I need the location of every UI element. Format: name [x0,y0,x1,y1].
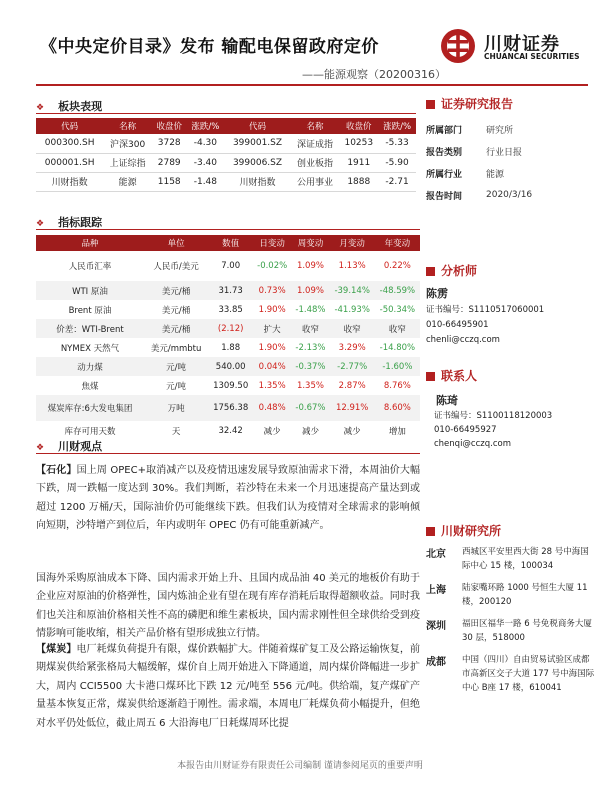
table-cell: 1888 [339,172,378,191]
table-cell: -4.30 [186,134,224,153]
square-bullet-icon [426,267,435,276]
view-paragraph-2: 国海外采购原油成本下降、国内需求开始上升、且国内成品油 40 美元的地板价有助于企业应对原油的价格弹性，国内炼油企业有望在现有库存消耗后取得超额收益。同时我们也关注和原油价格相关性不高的磷肥和维生素板块，国内需求刚性但全球供给受到疫情影响可能收缩，相关产品价格有望形成独立行情。 [36,573,420,640]
weekly-change: -0.67% [291,395,329,421]
sector-table [36,118,416,192]
yearly-change: 8.60% [375,395,420,421]
indicator-value: 7.00 [221,261,241,271]
column-header: 涨跌/% [378,118,416,134]
square-bullet-icon [426,100,435,109]
office-city: 上海 [426,585,446,596]
section-divider [36,453,420,454]
analyst-block [426,262,596,347]
column-header: 名称 [103,118,152,134]
column-header: 收盘价 [152,118,187,134]
table-cell: -2.71 [378,172,416,191]
report-info-key: 报告类别 [426,147,463,158]
report-info-value: 2020/3/16 [486,190,533,200]
section-divider [36,113,416,114]
report-info-row [426,184,596,206]
diamond-icon: ❖ [36,443,45,453]
daily-change: 减少 [263,426,281,437]
office-address: 中国（四川）自由贸易试验区成都市高新区交子大道 177 号中海国际中心 B座 17 楼，610041 [462,655,595,693]
indicator-name: 动力煤 [36,357,144,376]
office-city: 北京 [426,549,446,560]
table-row [36,251,420,281]
table-row [36,300,420,319]
indicator-name: 焦煤 [81,381,99,392]
contact-cert: 证书编号：S1100118120003 [434,411,553,421]
yearly-change: 收窄 [375,319,420,338]
indicator-unit: 人民币/美元 [153,262,199,272]
office-item [426,545,596,573]
monthly-change: 1.13% [338,261,366,271]
indicator-value: 1756.38 [208,395,253,421]
analyst-name: 陈雳 [426,287,448,300]
weekly-change: 收窄 [291,319,329,338]
table-cell: 10253 [339,134,378,153]
column-header: 名称 [291,118,340,134]
table-row [36,153,416,172]
page-footer: 本报告由川财证券有限责任公司编制 谨请参阅尾页的重要声明 [177,761,423,771]
table-cell: 2789 [152,153,187,172]
table-cell: 能源 [103,172,152,191]
indicator-unit: 美元/桶 [144,281,208,300]
daily-change: 0.73% [253,281,291,300]
table-cell: 川财指数 [224,172,290,191]
indicator-value: 1309.50 [213,380,249,391]
table-cell: -5.33 [378,134,416,153]
office-address: 福田区福华一路 6 号免税商务大厦 30 层，518000 [462,619,592,643]
daily-change: -0.02% [257,261,288,271]
table-cell: 川财指数 [36,172,103,191]
table-cell: 沪深300 [103,134,152,153]
view-paragraph-petrochem: 【石化】国上周 OPEC+取消减产以及疫情迅速发展导致原油需求下滑，本周油价大幅下跌，周一跌幅一度达到 30%。我们判断，若沙特在未来一个月迅速提高产量达到或超过 1200 万桶/天，国际油价仍可能继续下跌。但我们认为疫情对全球需求的影响倾向短期，沙特增产到位后，年内或明年 OPEC 仍有可能重新减产。 [36,465,421,532]
weekly-change: 减少 [301,426,319,437]
section-divider [36,229,420,230]
office-item [426,617,596,645]
report-info-key: 报告时间 [426,191,463,202]
weekly-change: -1.48% [295,304,326,315]
column-header: 周变动 [291,235,329,251]
weekly-change: 1.35% [296,380,324,391]
brand-logo [440,28,590,70]
report-subtitle: ——能源观察（20200316） [302,68,446,81]
contact-name: 陈琦 [436,394,458,407]
indicator-name: Brent 原油 [68,305,112,316]
diamond-icon: ❖ [36,219,45,229]
office-item [426,653,596,695]
column-header: 数值 [208,235,253,251]
table-row [36,172,416,191]
institute-heading: 川财研究所 [426,522,596,539]
column-header: 单位 [144,235,208,251]
section-indicators-heading: ❖ 指标跟踪 [36,216,103,229]
monthly-change: 3.29% [338,342,366,353]
indicator-unit: 万吨 [144,395,208,421]
office-address: 西城区平安里西大街 28 号中海国际中心 15 楼，100034 [462,547,589,571]
weekly-change: -0.37% [291,357,329,376]
logo-english: CHUANCAI SECURITIES [484,52,580,61]
column-header: 涨跌/% [186,118,224,134]
indicator-unit: 元/吨 [144,357,208,376]
table-cell: 创业板指 [291,153,340,172]
report-info-heading: 证券研究报告 [426,95,596,112]
table-cell: 000001.SH [36,153,103,172]
table-cell: 3728 [152,134,187,153]
table-cell: 399001.SZ [224,134,290,153]
table-row [36,281,420,300]
weekly-change: 1.09% [296,261,324,271]
monthly-change: -41.93% [334,304,370,315]
square-bullet-icon [426,372,435,381]
report-info-key: 所属部门 [426,125,463,136]
table-row [36,338,420,357]
table-row [36,395,420,421]
view-paragraph-coal: 【煤炭】电厂耗煤负荷提升有限，煤价跌幅扩大。伴随着煤矿复工及公路运输恢复，前期煤炭供给紧张格局大幅缓解，煤价自上周开始进入下降通道，周内煤价降幅进一步扩大，周内 CCI5500 大卡港口煤环比下跌 12 元/吨至 556 元/吨。供给端，复产煤矿产量基本恢复正常，煤炭供给逐渐趋于刚性。需求端，本周电厂耗煤负荷小幅提升，但绝对水平仍处低位，截止周五 6 大沿海电厂日耗煤周环比提 [36,644,421,729]
indicator-unit: 美元/桶 [161,305,191,316]
indicator-unit: 美元/桶 [144,319,208,338]
daily-change: 1.90% [258,342,286,353]
report-info-value: 能源 [486,169,505,180]
report-info-value: 行业日报 [486,147,523,158]
table-cell: 深证成指 [291,134,340,153]
indicator-value: 1.88 [221,342,241,353]
square-bullet-icon [426,527,435,536]
tag-label: 【石化】 [36,465,77,476]
monthly-change: 12.91% [330,395,375,421]
table-row [36,376,420,395]
monthly-change: -39.14% [330,281,375,300]
table-cell: 公用事业 [291,172,340,191]
indicator-unit: 天 [171,426,181,437]
report-info-key: 所属行业 [426,169,463,180]
column-header: 代码 [224,118,290,134]
analyst-cert: 证书编号：S1110517060001 [426,305,545,315]
report-info-row [426,140,596,162]
yearly-change: -14.80% [379,342,416,353]
report-title: 《中央定价目录》发布 输配电保留政府定价 [40,37,379,57]
indicator-unit: 美元/mmbtu [150,343,202,354]
section-view-heading: ❖ 川财观点 [36,440,103,453]
office-item [426,581,596,609]
report-info-value: 研究所 [486,125,514,136]
indicator-name: 价差：WTI-Brent [36,319,144,338]
office-city: 成都 [426,657,446,668]
table-cell: 1158 [152,172,187,191]
yearly-change: 8.76% [383,380,411,391]
weekly-change: 1.09% [291,281,329,300]
yearly-change: 增加 [388,426,406,437]
yearly-change: -50.34% [379,304,416,315]
daily-change: 0.48% [253,395,291,421]
indicator-value: 32.42 [218,425,243,436]
report-info-row [426,118,596,140]
table-cell: -5.90 [378,153,416,172]
indicator-value: 31.73 [208,281,253,300]
table-cell: 000300.SH [36,134,103,153]
yearly-change: -48.59% [375,281,420,300]
column-header: 日变动 [253,235,291,251]
column-header: 月变动 [330,235,375,251]
contact-phone: 010-66495927 [434,425,497,435]
column-header: 收盘价 [339,118,378,134]
report-info-row [426,162,596,184]
indicator-name: 煤炭库存:6大发电集团 [36,395,144,421]
header-divider [36,84,588,86]
office-address: 陆家嘴环路 1000 号恒生大厦 11 楼，200120 [462,583,588,607]
indicator-name: 人民币汇率 [68,262,112,272]
indicator-name: WTI 原油 [36,281,144,300]
table-cell: 上证综指 [103,153,152,172]
diamond-icon: ❖ [36,103,45,113]
section-sector-heading: ❖ 板块表现 [36,100,103,113]
column-header: 品种 [36,235,144,251]
institute-block [426,522,596,703]
table-row [36,357,420,376]
indicators-table [36,235,420,440]
weekly-change: -2.13% [295,342,326,353]
tag-label: 【煤炭】 [36,644,77,655]
office-city: 深圳 [426,621,446,632]
yearly-change: -1.60% [375,357,420,376]
indicator-value: 33.85 [218,304,243,315]
table-cell: 399006.SZ [224,153,290,172]
column-header: 代码 [36,118,103,134]
daily-change: 1.90% [258,304,286,315]
indicator-value: 540.00 [208,357,253,376]
contact-email[interactable]: chenqi@cczq.com [434,439,511,449]
table-row [36,319,420,338]
indicator-value: (2.12) [208,319,253,338]
contact-block [426,367,596,451]
indicator-name: NYMEX 天然气 [60,343,120,354]
column-header: 年变动 [375,235,420,251]
analyst-email[interactable]: chenli@cczq.com [426,335,500,345]
indicator-unit: 元/吨 [166,381,187,392]
monthly-change: 2.87% [338,380,366,391]
indicator-name: 库存可用天数 [64,426,116,437]
monthly-change: -2.77% [330,357,375,376]
daily-change: 0.04% [253,357,291,376]
daily-change: 扩大 [253,319,291,338]
daily-change: 1.35% [258,380,286,391]
table-cell: 1911 [339,153,378,172]
table-row [36,134,416,153]
analyst-phone: 010-66495901 [426,320,489,330]
monthly-change: 收窄 [330,319,375,338]
logo-text: 川财证券 [484,34,560,55]
contact-heading: 联系人 [426,367,596,384]
yearly-change: 0.22% [383,261,411,271]
report-info-panel [426,95,596,206]
table-cell: -3.40 [186,153,224,172]
table-cell: -1.48 [186,172,224,191]
monthly-change: 减少 [343,426,361,437]
analyst-heading: 分析师 [426,262,596,279]
logo-mark-icon [440,28,476,64]
